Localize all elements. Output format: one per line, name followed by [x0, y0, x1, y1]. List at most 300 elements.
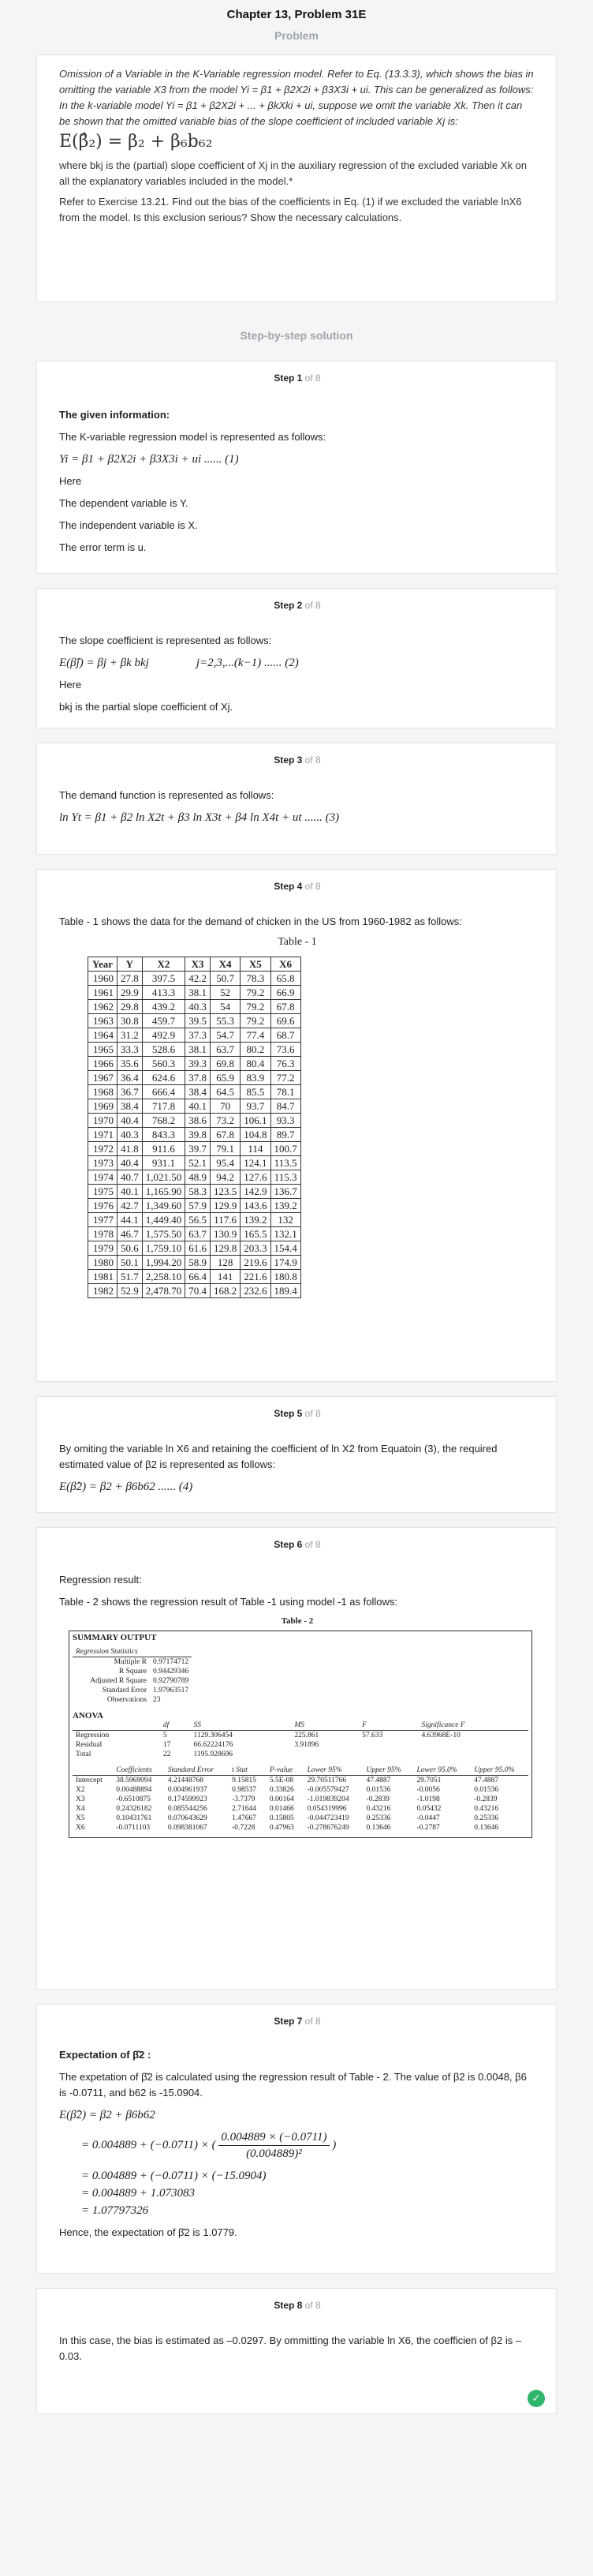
table-cell: 69.8 — [211, 1057, 241, 1071]
coef-cell: 0.05432 — [416, 1805, 442, 1813]
table-cell: 168.2 — [211, 1284, 241, 1298]
anova-cell: 22 — [162, 1750, 171, 1758]
table-cell: 1964 — [88, 1028, 117, 1043]
table-cell: 50.6 — [117, 1241, 143, 1256]
table-cell: 38.1 — [185, 986, 211, 1000]
coef-cell: 29.7051 — [416, 1777, 442, 1784]
table-cell: 1,994.20 — [142, 1256, 185, 1270]
step-2-intro: The slope coefficient is represented as follows: — [59, 635, 272, 646]
coef-row — [73, 1823, 528, 1833]
coef-cell: -0.2839 — [474, 1795, 498, 1803]
step-2-equation: E(β̂j) = βj + βk bkj j=2,3,...(k−1) ...... (2) — [59, 657, 299, 669]
table-cell: 132.1 — [270, 1227, 300, 1241]
table-cell: 115.3 — [270, 1170, 300, 1185]
coef-cell: 47.4887 — [366, 1777, 391, 1784]
coef-cell: 0.00488894 — [116, 1786, 152, 1794]
table-cell: 40.4 — [117, 1156, 143, 1170]
anova-header — [73, 1720, 160, 1731]
coef-cell: 0.24326182 — [116, 1805, 152, 1813]
table-row — [88, 1099, 301, 1114]
table-row — [88, 1284, 301, 1298]
coefficients-table — [73, 1765, 528, 1833]
step-7-text: The expetation of β̂2 is calculated using the regression result of Table - 2. The value of β2 is 0.0048, β6 is -0.0711, and b62 is -15.0904. — [59, 2071, 527, 2099]
table-cell: 1,759.10 — [142, 1241, 185, 1256]
table-cell: 1,349.60 — [142, 1199, 185, 1213]
step-6-card — [36, 1527, 557, 1990]
coef-cell: 4.21448768 — [167, 1777, 203, 1784]
table-cell: 40.4 — [117, 1114, 143, 1128]
table-row — [88, 1227, 301, 1241]
step-3-intro: The demand function is represented as follows: — [59, 789, 274, 801]
table-cell: 58.3 — [185, 1185, 211, 1199]
table-1-header-4: X4 — [211, 957, 241, 972]
table-cell: 1,575.50 — [142, 1227, 185, 1241]
coef-row — [73, 1776, 528, 1786]
step-2-definition: bkj is the partial slope coefficient of Xj. — [59, 701, 233, 713]
table-cell: 560.3 — [142, 1057, 185, 1071]
table-cell: 52.1 — [185, 1156, 211, 1170]
table-cell: 50.1 — [117, 1256, 143, 1270]
table-cell: 80.2 — [241, 1043, 270, 1057]
table-cell: 130.9 — [211, 1227, 241, 1241]
coef-cell: 0.004961937 — [167, 1786, 207, 1794]
coef-row — [73, 1804, 528, 1814]
table-cell: 83.9 — [241, 1071, 270, 1085]
reg-stat-label: Standard Error — [102, 1687, 147, 1694]
anova-cell — [291, 1750, 359, 1759]
table-row — [88, 1270, 301, 1284]
table-cell: 124.1 — [241, 1156, 270, 1170]
summary-output — [69, 1631, 532, 1838]
table-cell: 129.9 — [211, 1199, 241, 1213]
reg-stat-label: Multiple R — [114, 1658, 147, 1666]
coef-cell: 5.5E-08 — [269, 1777, 294, 1784]
table-cell: 67.8 — [270, 1000, 300, 1014]
table-cell: 36.7 — [117, 1085, 143, 1099]
table-cell: 27.8 — [117, 972, 143, 986]
table-cell: 37.8 — [185, 1071, 211, 1085]
table-cell: 232.6 — [241, 1284, 270, 1298]
table-cell: 1966 — [88, 1057, 117, 1071]
table-cell: 52.9 — [117, 1284, 143, 1298]
anova-cell: 3.91896 — [294, 1741, 319, 1749]
table-cell: 911.6 — [142, 1142, 185, 1156]
table-row — [88, 972, 301, 986]
table-cell: 129.8 — [211, 1241, 241, 1256]
coef-cell: 47.4887 — [474, 1777, 499, 1784]
table-cell: 52 — [211, 986, 241, 1000]
table-cell: 717.8 — [142, 1099, 185, 1114]
chicken-demand-table — [88, 957, 301, 1298]
table-cell: 1971 — [88, 1128, 117, 1142]
table-cell: 39.5 — [185, 1014, 211, 1028]
table-cell: 165.5 — [241, 1227, 270, 1241]
table-cell: 114 — [241, 1142, 270, 1156]
table-cell: 73.2 — [211, 1114, 241, 1128]
table-cell: 1976 — [88, 1199, 117, 1213]
table-cell: 843.3 — [142, 1128, 185, 1142]
step-7-card — [36, 2004, 557, 2274]
table-cell: 1982 — [88, 1284, 117, 1298]
table-cell: 38.4 — [185, 1085, 211, 1099]
table-row — [88, 1256, 301, 1270]
step-1-intro: The K-variable regression model is represented as follows: — [59, 431, 326, 443]
table-cell: 1960 — [88, 972, 117, 986]
step-8-card — [36, 2288, 557, 2414]
reg-stat-row — [73, 1667, 192, 1676]
table-cell: 117.6 — [211, 1213, 241, 1227]
table-cell: 46.7 — [117, 1227, 143, 1241]
given-heading: The given information: — [59, 409, 170, 421]
step-4-card — [36, 869, 557, 1382]
anova-header: SS — [191, 1720, 292, 1731]
table-cell: 139.2 — [241, 1213, 270, 1227]
summary-title: SUMMARY OUTPUT — [73, 1633, 157, 1642]
table-cell: 174.9 — [270, 1256, 300, 1270]
table-cell: 58.9 — [185, 1256, 211, 1270]
table-cell: 127.6 — [241, 1170, 270, 1185]
table-cell: 64.5 — [211, 1085, 241, 1099]
table-row — [88, 1213, 301, 1227]
anova-cell: 66.62224176 — [193, 1741, 233, 1749]
coef-header: Coefficients — [113, 1765, 165, 1776]
anova-row — [73, 1740, 528, 1750]
table-cell: 1972 — [88, 1142, 117, 1156]
check-badge-icon[interactable]: ✓ — [528, 2390, 545, 2407]
step-2-here: Here — [59, 679, 82, 691]
table-cell: 54.7 — [211, 1028, 241, 1043]
coef-cell: -0.2787 — [416, 1824, 440, 1832]
coef-cell: 0.01536 — [474, 1786, 499, 1794]
coef-header: Standard Error — [165, 1765, 229, 1776]
table-cell: 40.1 — [185, 1099, 211, 1114]
table-cell: 85.5 — [241, 1085, 270, 1099]
table-cell: 57.9 — [185, 1199, 211, 1213]
table-cell: 1969 — [88, 1099, 117, 1114]
table-cell: 1968 — [88, 1085, 117, 1099]
table-cell: 38.1 — [185, 1043, 211, 1057]
step-6-line-1: Regression result: — [59, 1574, 142, 1586]
anova-row — [73, 1750, 528, 1759]
step-1-line-3: The error term is u. — [59, 541, 147, 553]
table-cell: 63.7 — [185, 1227, 211, 1241]
table-cell: 36.4 — [117, 1071, 143, 1085]
table-cell: 142.9 — [241, 1185, 270, 1199]
table-cell: 2,478.70 — [142, 1284, 185, 1298]
table-cell: 180.8 — [270, 1270, 300, 1284]
coef-header: Upper 95% — [364, 1765, 414, 1776]
table-cell: 413.3 — [142, 986, 185, 1000]
table-row — [88, 1170, 301, 1185]
table-cell: 44.1 — [117, 1213, 143, 1227]
step-3-head: Step 3 of 8 — [274, 754, 321, 766]
table-cell: 65.8 — [270, 972, 300, 986]
table-cell: 63.7 — [211, 1043, 241, 1057]
coef-row — [73, 1795, 528, 1804]
reg-stat-row — [73, 1695, 192, 1705]
coef-cell: 38.5969094 — [116, 1777, 152, 1784]
solution-label: Step-by-step solution — [240, 329, 353, 342]
table-cell: 29.9 — [117, 986, 143, 1000]
anova-cell: Regression — [76, 1732, 110, 1739]
reg-stat-value: 0.94429346 — [153, 1668, 189, 1676]
step-7-eq-2: = 0.004889 + (−0.0711) × ( $\frac{0.004889 \times (-0.0711)}{\text{(0.004889)²}}$ ) — [81, 2131, 337, 2160]
table-cell: 1,449.40 — [142, 1213, 185, 1227]
anova-cell — [359, 1750, 418, 1759]
table-1-header-6: X6 — [270, 957, 300, 972]
coef-cell: -0.7228 — [232, 1824, 255, 1832]
coef-header — [73, 1765, 113, 1776]
coef-cell: -3.7379 — [232, 1795, 255, 1803]
table-cell: 84.7 — [270, 1099, 300, 1114]
step-8-head: Step 8 of 8 — [274, 2300, 321, 2311]
coef-cell: X5 — [76, 1814, 85, 1822]
table-cell: 624.6 — [142, 1071, 185, 1085]
table-cell: 79.2 — [241, 986, 270, 1000]
table-cell: 1967 — [88, 1071, 117, 1085]
table-cell: 128 — [211, 1256, 241, 1270]
coef-cell: -0.0056 — [416, 1786, 440, 1794]
table-cell: 139.2 — [270, 1199, 300, 1213]
table-cell: 1962 — [88, 1000, 117, 1014]
step-1-line-1: The dependent variable is Y. — [59, 497, 188, 509]
problem-text-1: Omission of a Variable in the K-Variable regression model. Refer to Eq. (13.3.3), which shows the bias in omitting the variable X3 from the model Yi = β1 + β2X2i + β3X3i + ui. This can be generalized as follows: In the k-variable model Yi = β1 + β2X2i + ... + βkXki + ui, suppose we omit the variable Xk. Then it can be shown that the omitted variable bias of the slope coefficient of included variable Xj is: — [59, 68, 534, 127]
coef-cell: 9.15815 — [232, 1777, 256, 1784]
reg-stat-row — [73, 1676, 192, 1686]
table-cell: 1965 — [88, 1043, 117, 1057]
step-7-eq-1: E(β̂2) = β2 + β6b62 — [59, 2109, 155, 2121]
table-cell: 68.7 — [270, 1028, 300, 1043]
step-4-intro: Table - 1 shows the data for the demand of chicken in the US from 1960-1982 as follows: — [59, 915, 462, 927]
coef-cell: 0.47963 — [269, 1824, 294, 1832]
step-7-conclusion: Hence, the expectation of β̂2 is 1.0779. — [59, 2226, 237, 2238]
table-cell: 50.7 — [211, 972, 241, 986]
table-cell: 76.3 — [270, 1057, 300, 1071]
table-row — [88, 1241, 301, 1256]
coef-cell: 1.47667 — [232, 1814, 256, 1822]
coef-cell: X3 — [76, 1795, 85, 1803]
table-cell: 1974 — [88, 1170, 117, 1185]
reg-stat-value: 23 — [153, 1696, 161, 1704]
table-cell: 56.5 — [185, 1213, 211, 1227]
step-1-card — [36, 361, 557, 574]
table-cell: 73.6 — [270, 1043, 300, 1057]
step-5-head: Step 5 of 8 — [274, 1408, 321, 1419]
anova-cell: 5 — [162, 1732, 167, 1739]
table-cell: 100.7 — [270, 1142, 300, 1156]
table-cell: 55.3 — [211, 1014, 241, 1028]
table-cell: 54 — [211, 1000, 241, 1014]
problem-formula: E(β̂₂) = β₂ + β₆b₆₂ — [59, 132, 213, 152]
anova-cell: 1129.306454 — [193, 1732, 233, 1739]
anova-cell: 57.633 — [362, 1732, 383, 1739]
table-row — [88, 1085, 301, 1099]
coef-cell: 0.25336 — [474, 1814, 499, 1822]
table-cell: 33.3 — [117, 1043, 143, 1057]
table-row — [88, 1114, 301, 1128]
table-cell: 1981 — [88, 1270, 117, 1284]
anova-cell — [359, 1740, 418, 1750]
coef-row — [73, 1814, 528, 1823]
problem-card — [36, 54, 557, 302]
coef-cell: 0.98537 — [232, 1786, 256, 1794]
table-cell: 69.6 — [270, 1014, 300, 1028]
table-cell: 219.6 — [241, 1256, 270, 1270]
step-3-card — [36, 743, 557, 855]
table-cell: 123.5 — [211, 1185, 241, 1199]
step-2-head: Step 2 of 8 — [274, 600, 321, 611]
reg-stat-value: 0.92790789 — [153, 1677, 189, 1685]
coef-cell: 0.25336 — [366, 1814, 391, 1822]
coef-cell: -0.044723419 — [307, 1814, 349, 1822]
table-row — [88, 986, 301, 1000]
step-5-card — [36, 1396, 557, 1513]
coef-cell: 0.174599923 — [167, 1795, 207, 1803]
table-cell: 1970 — [88, 1114, 117, 1128]
coef-cell: 0.01466 — [269, 1805, 294, 1813]
table-cell: 40.7 — [117, 1170, 143, 1185]
coef-cell: -0.0711103 — [116, 1824, 151, 1832]
table-cell: 66.4 — [185, 1270, 211, 1284]
table-cell: 51.7 — [117, 1270, 143, 1284]
table-cell: 77.4 — [241, 1028, 270, 1043]
anova-cell: 1195.928696 — [193, 1750, 233, 1758]
table-cell: 154.4 — [270, 1241, 300, 1256]
table-cell: 39.8 — [185, 1128, 211, 1142]
table-cell: 89.7 — [270, 1128, 300, 1142]
table-cell: 132 — [270, 1213, 300, 1227]
table-cell: 104.8 — [241, 1128, 270, 1142]
coef-cell: 0.00164 — [269, 1795, 294, 1803]
table-2-caption: Table - 2 — [281, 1616, 314, 1626]
table-cell: 221.6 — [241, 1270, 270, 1284]
coef-header: Lower 95% — [304, 1765, 364, 1776]
step-7-head: Step 7 of 8 — [274, 2016, 321, 2027]
coef-cell: 0.01536 — [366, 1786, 391, 1794]
anova-title: ANOVA — [73, 1711, 103, 1720]
step-6-head: Step 6 of 8 — [274, 1539, 321, 1550]
coef-cell: 0.43216 — [366, 1805, 391, 1813]
table-1-header-5: X5 — [241, 957, 270, 972]
table-cell: 80.4 — [241, 1057, 270, 1071]
coef-cell: -0.6510875 — [116, 1795, 151, 1803]
coef-cell: 0.085544256 — [167, 1805, 207, 1813]
step-6-line-2: Table - 2 shows the regression result of Table -1 using model -1 as follows: — [59, 1596, 397, 1608]
table-row — [88, 1185, 301, 1199]
table-cell: 1961 — [88, 986, 117, 1000]
table-row — [88, 1028, 301, 1043]
table-cell: 136.7 — [270, 1185, 300, 1199]
coef-cell: -0.005579427 — [307, 1786, 349, 1794]
problem-text-3: Refer to Exercise 13.21. Find out the bias of the coefficients in Eq. (1) if we excluded the variable lnX6 from the model. Is this exclusion serious? Show the necessary calculations. — [59, 196, 522, 223]
table-cell: 40.1 — [117, 1185, 143, 1199]
anova-cell: Residual — [76, 1741, 103, 1749]
table-cell: 1979 — [88, 1241, 117, 1256]
table-cell: 141 — [211, 1270, 241, 1284]
table-cell: 931.1 — [142, 1156, 185, 1170]
step-7-title: Expectation of β̂2 : — [59, 2049, 151, 2061]
coef-cell: 0.070643629 — [167, 1814, 207, 1822]
anova-header: F — [359, 1720, 418, 1731]
table-row — [88, 1000, 301, 1014]
step-7-eq-4: = 0.004889 + 1.073083 — [81, 2187, 195, 2200]
table-cell: 29.8 — [117, 1000, 143, 1014]
table-cell: 768.2 — [142, 1114, 185, 1128]
table-cell: 79.2 — [241, 1000, 270, 1014]
table-cell: 30.8 — [117, 1014, 143, 1028]
step-1-head: Step 1 of 8 — [274, 373, 321, 384]
table-cell: 40.3 — [117, 1128, 143, 1142]
step-8-text: In this case, the bias is estimated as –0.0297. By ommitting the variable ln X6, the coefficien of β2 is –0.03. — [59, 2334, 522, 2362]
table-row — [88, 1199, 301, 1213]
table-cell: 42.7 — [117, 1199, 143, 1213]
table-1-header-0: Year — [88, 957, 117, 972]
reg-stat-label: Observations — [106, 1696, 147, 1704]
step-1-here: Here — [59, 475, 82, 487]
table-cell: 106.1 — [241, 1114, 270, 1128]
coef-cell: X6 — [76, 1824, 85, 1832]
table-cell: 439.2 — [142, 1000, 185, 1014]
coef-cell: -0.2839 — [366, 1795, 390, 1803]
anova-table — [73, 1720, 528, 1759]
reg-stat-row — [73, 1657, 192, 1668]
table-row — [88, 1057, 301, 1071]
coef-cell: 0.13646 — [366, 1824, 391, 1832]
anova-cell: 17 — [162, 1741, 171, 1749]
problem-label: Problem — [274, 29, 319, 42]
anova-header: df — [160, 1720, 191, 1731]
coef-cell: -0.0447 — [416, 1814, 440, 1822]
table-cell: 61.6 — [185, 1241, 211, 1256]
table-cell: 42.2 — [185, 972, 211, 986]
anova-header: Significance F — [419, 1720, 528, 1731]
step-5-intro: By omiting the variable ln X6 and retaining the coefficient of ln X2 from Equatoin (3), the required estimated value of β2 is represented as follows: — [59, 1443, 498, 1470]
table-cell: 41.8 — [117, 1142, 143, 1156]
coef-cell: -1.019839204 — [307, 1795, 349, 1803]
table-cell: 37.3 — [185, 1028, 211, 1043]
coef-cell: 0.13646 — [474, 1824, 499, 1832]
reg-stat-label: Adjusted R Square — [90, 1677, 147, 1685]
table-cell: 459.7 — [142, 1014, 185, 1028]
coef-cell: 0.098381067 — [167, 1824, 207, 1832]
table-cell: 35.6 — [117, 1057, 143, 1071]
table-cell: 70.4 — [185, 1284, 211, 1298]
anova-header: MS — [291, 1720, 359, 1731]
table-1-caption: Table - 1 — [278, 936, 317, 948]
step-3-equation: ln Yt = β1 + β2 ln X2t + β3 ln X3t + β4 ln X4t + ut ...... (3) — [59, 811, 340, 824]
reg-stats-title: Regression Statistics — [73, 1647, 192, 1657]
table-cell: 666.4 — [142, 1085, 185, 1099]
table-cell: 38.6 — [185, 1114, 211, 1128]
table-cell: 1980 — [88, 1256, 117, 1270]
table-cell: 1975 — [88, 1185, 117, 1199]
table-cell: 79.2 — [241, 1014, 270, 1028]
coef-cell: 2.71644 — [232, 1805, 256, 1813]
table-cell: 39.3 — [185, 1057, 211, 1071]
table-row — [88, 1156, 301, 1170]
anova-row — [73, 1731, 528, 1741]
coef-cell: 0.33826 — [269, 1786, 294, 1794]
page-title: Chapter 13, Problem 31E — [226, 8, 367, 21]
table-cell: 1,165.90 — [142, 1185, 185, 1199]
reg-stat-value: 1.97963517 — [153, 1687, 189, 1694]
reg-stat-value: 0.97174712 — [153, 1658, 189, 1666]
coef-cell: X4 — [76, 1805, 85, 1813]
table-cell: 528.6 — [142, 1043, 185, 1057]
anova-cell: 4.63968E-10 — [421, 1732, 461, 1739]
table-cell: 1977 — [88, 1213, 117, 1227]
table-cell: 95.4 — [211, 1156, 241, 1170]
